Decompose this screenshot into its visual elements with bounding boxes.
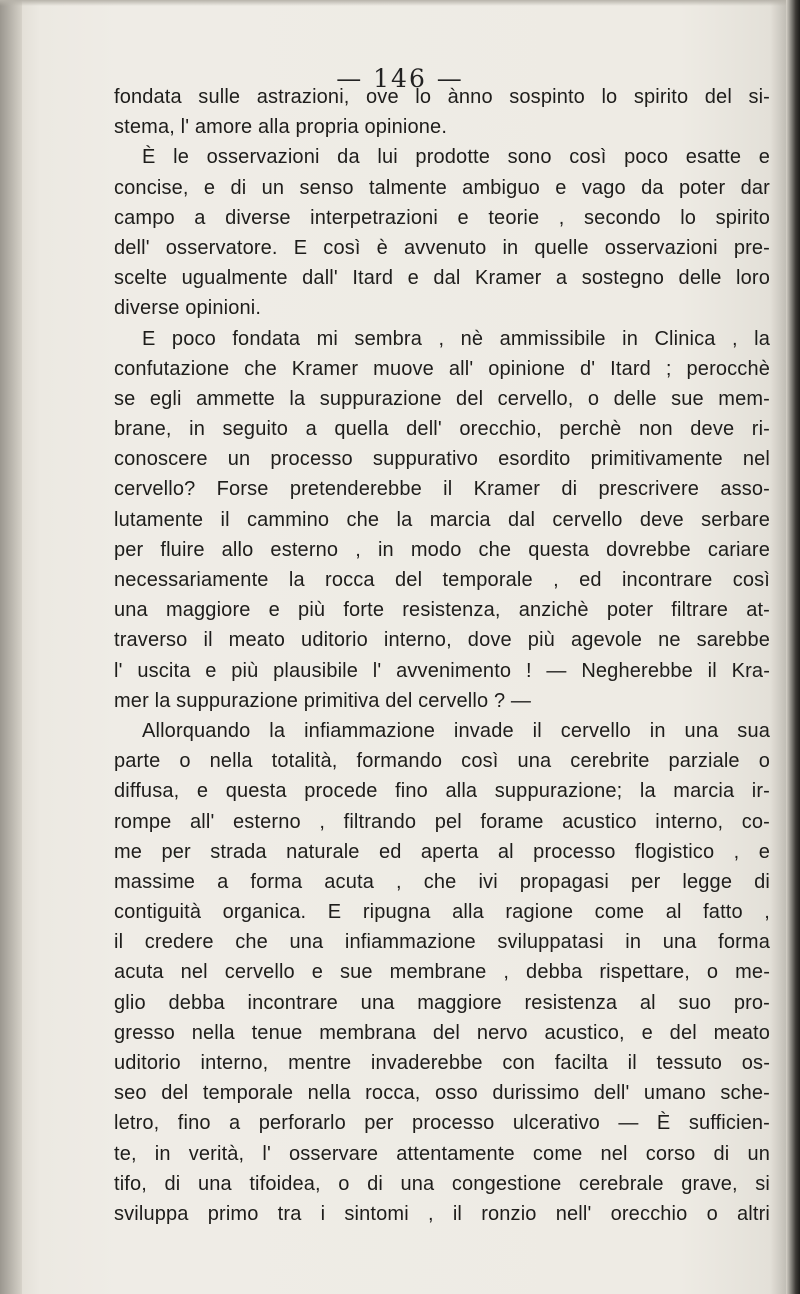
text-line: diverse opinioni.: [114, 297, 262, 320]
text-line: acuta nel cervello e sue membrane , debba rispettare, o me-: [114, 961, 770, 984]
text-line: Allorquando la infiammazione invade il cervello in una sua: [142, 719, 770, 742]
text-line: massime a forma acuta , che ivi propagasi per legge di: [114, 870, 770, 893]
page-number: — 146 —: [336, 64, 464, 93]
text-line: mer la suppurazione primitiva del cervello ? —: [114, 689, 532, 712]
text-line: conoscere un processo suppurativo esordito primitivamente nel: [114, 448, 770, 471]
text-line: fondata sulle astrazioni, ove lo ànno sospinto lo spirito del si-: [114, 86, 770, 108]
text-line: necessariamente la rocca del temporale , ed incontrare così: [114, 569, 770, 591]
text-line: contiguità organica. E ripugna alla ragione come al fatto ,: [114, 901, 770, 924]
text-line: stema, l' amore alla propria opinione.: [114, 116, 448, 139]
page-right-edge: [786, 0, 800, 1294]
text-line: l' uscita e più plausibile l' avvenimento ! — Negherebbe il Kra-: [114, 659, 770, 682]
text-line: una maggiore e più forte resistenza, anzichè poter filtrare at-: [114, 599, 770, 622]
text-line: me per strada naturale ed aperta al processo flogistico , e: [114, 840, 770, 863]
text-line: cervello? Forse pretenderebbe il Kramer di prescrivere asso-: [114, 478, 770, 501]
text-line: dell' osservatore. E così è avvenuto in quelle osservazioni pre-: [114, 236, 770, 259]
text-line: il credere che una infiammazione sviluppatasi in una forma: [114, 931, 770, 954]
text-line: seo del temporale nella rocca, osso durissimo dell' umano sche-: [114, 1082, 770, 1105]
page-gutter-shadow: [0, 0, 22, 1294]
text-line: parte o nella totalità, formando così una cerebrite parziale o: [114, 750, 770, 773]
text-line: uditorio interno, mentre invaderebbe con facilta il tessuto os-: [114, 1052, 770, 1074]
text-line: concise, e di un senso talmente ambiguo e vago da poter dar: [114, 176, 770, 199]
text-line: gresso nella tenue membrana del nervo acustico, e del meato: [114, 1021, 770, 1044]
text-line: confutazione che Kramer muove all' opinione d' Itard ; perocchè: [114, 357, 770, 380]
text-line: brane, in seguito a quella dell' orecchio, perchè non deve ri-: [114, 418, 770, 441]
body-text: [114, 82, 770, 1229]
text-line: sviluppa primo tra i sintomi , il ronzio nell' orecchio o altri: [114, 1202, 770, 1225]
text-line: campo a diverse interpetrazioni e teorie , secondo lo spirito: [114, 206, 770, 229]
text-line: lutamente il cammino che la marcia dal cervello deve serbare: [114, 508, 770, 531]
page-top-edge: [0, 0, 800, 6]
text-line: È le osservazioni da lui prodotte sono così poco esatte e: [142, 146, 770, 169]
text-line: te, in verità, l' osservare attentamente come nel corso di un: [114, 1142, 770, 1165]
text-line: se egli ammette la suppurazione del cervello, o delle sue mem-: [114, 387, 770, 410]
text-line: letro, fino a perforarlo per processo ulcerativo — È sufficien-: [114, 1112, 770, 1135]
text-line: traverso il meato uditorio interno, dove più agevole ne sarebbe: [114, 629, 770, 652]
text-line: scelte ugualmente dall' Itard e dal Kramer a sostegno delle loro: [114, 267, 770, 290]
text-line: diffusa, e questa procede fino alla suppurazione; la marcia ir-: [114, 780, 770, 803]
text-line: glio debba incontrare una maggiore resistenza al suo pro-: [114, 991, 770, 1014]
text-line: tifo, di una tifoidea, o di una congestione cerebrale grave, si: [114, 1172, 770, 1195]
text-line: per fluire allo esterno , in modo che questa dovrebbe cariare: [114, 538, 770, 561]
text-line: rompe all' esterno , filtrando pel forame acustico interno, co-: [114, 810, 770, 833]
text-line: E poco fondata mi sembra , nè ammissibile in Clinica , la: [142, 327, 770, 350]
